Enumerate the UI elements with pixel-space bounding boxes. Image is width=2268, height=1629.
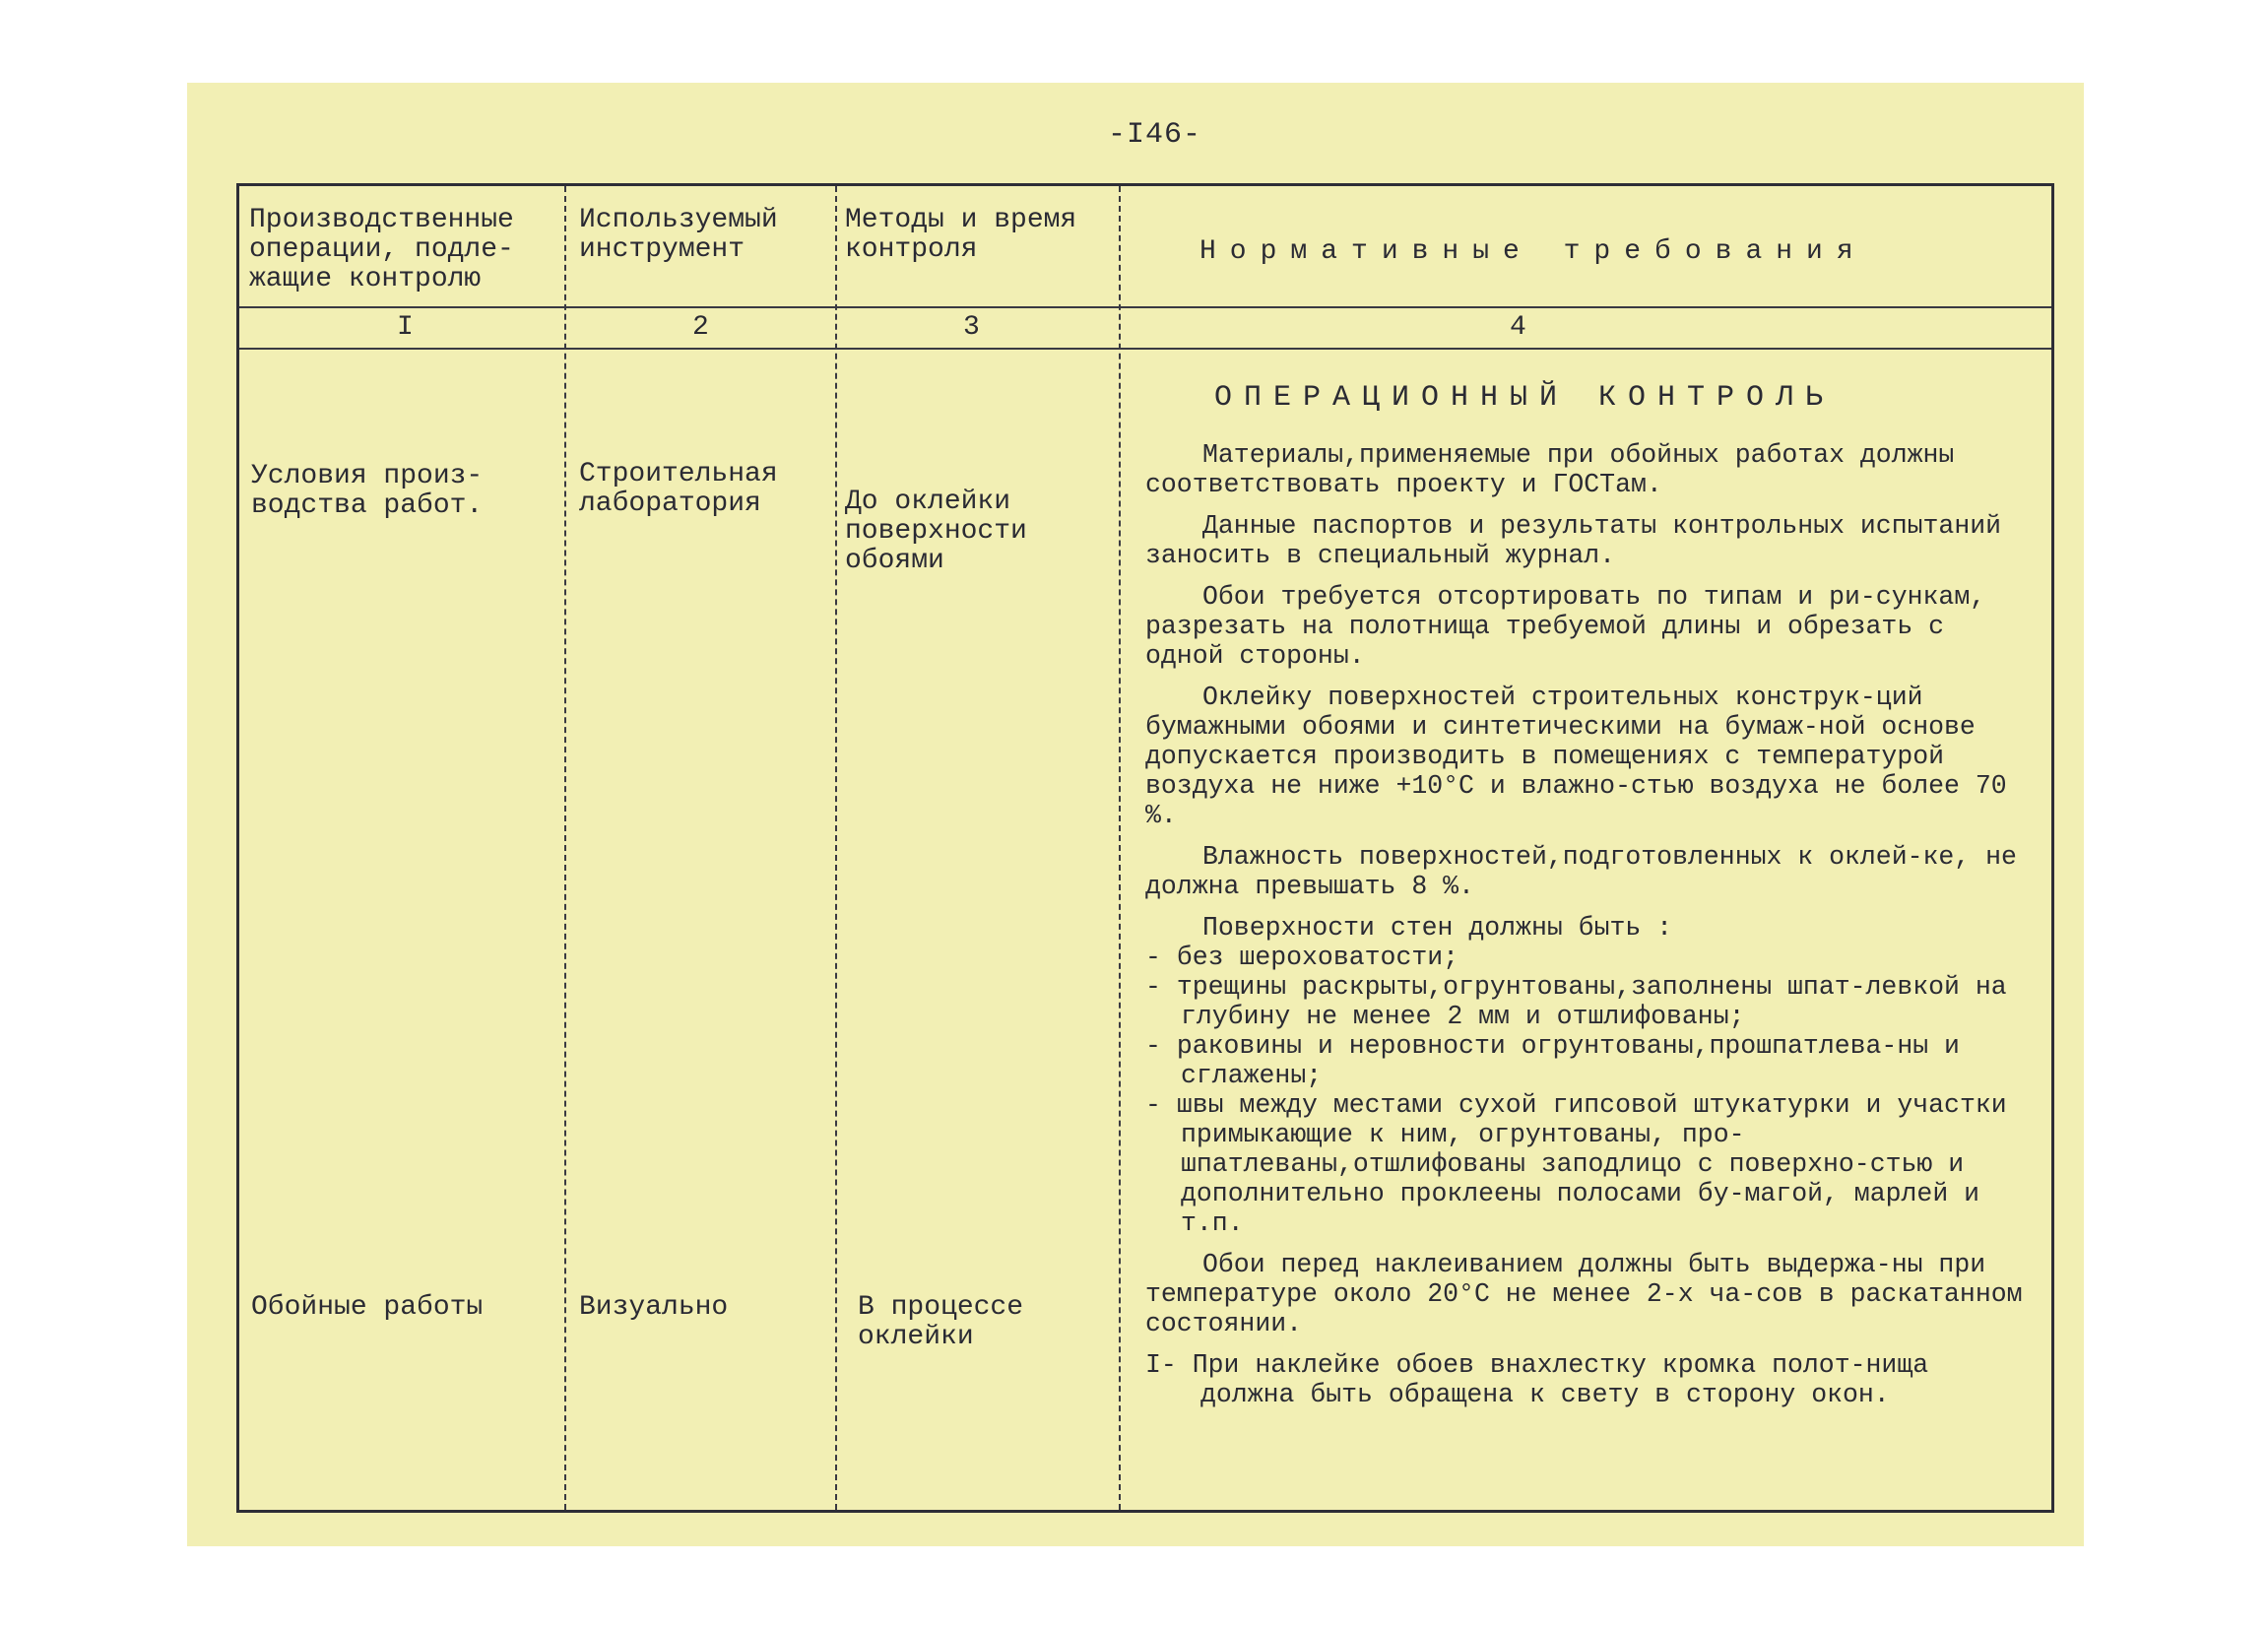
- column-number: 3: [963, 312, 980, 343]
- column-number: I: [397, 312, 414, 343]
- control-table: [236, 183, 2054, 1513]
- requirements-subtitle: ОПЕРАЦИОННЫЙ КОНТРОЛЬ: [1214, 381, 1836, 415]
- list-item: - трещины раскрыты,огрунтованы,заполнены шпат-левкой на глубину не менее 2 мм и отшлифованы;: [1145, 972, 2037, 1031]
- column-divider: [1119, 186, 1121, 1510]
- requirement-paragraph: Данные паспортов и результаты контрольных испытаний заносить в специальный журнал.: [1145, 511, 2002, 570]
- header-method: Методы и время контроля: [845, 205, 1077, 265]
- column-number: 4: [1510, 312, 1526, 343]
- requirement-paragraph: Материалы,применяемые при обойных работах должны соответствовать проекту и ГОСТам.: [1145, 440, 1955, 499]
- header-operations: Производственные операции, подле-жащие контролю: [249, 205, 514, 294]
- requirements-text: [1145, 383, 2037, 1421]
- page-number: -I46-: [1108, 118, 1202, 152]
- requirement-paragraph: Обои перед наклеиванием должны быть выдержа-ны при температуре около 20°С не менее 2-х ча-сов в раскатанном состоянии.: [1145, 1250, 2023, 1338]
- header-instrument: Используемый инструмент: [579, 205, 778, 265]
- requirement-paragraph: Обои требуется отсортировать по типам и ри-сункам, разрезать на полотнища требуемой длины и обрезать с одной стороны.: [1145, 582, 1986, 671]
- surface-requirements-list: [1145, 943, 2037, 1238]
- row-1-instrument: Строительная лаборатория: [579, 459, 778, 519]
- requirement-paragraph: Влажность поверхностей,подготовленных к оклей-ке, не должна превышать 8 %.: [1145, 842, 2017, 901]
- list-item: - раковины и неровности огрунтованы,прошпатлева-ны и сглажены;: [1145, 1031, 2037, 1090]
- row-2-instrument: Визуально: [579, 1292, 729, 1323]
- column-divider: [835, 186, 837, 1510]
- list-item: - без шероховатости;: [1145, 943, 2037, 972]
- row-1-method: До оклейки поверхности обоями: [845, 487, 1027, 576]
- requirement-paragraph: Поверхности стен должны быть :: [1202, 913, 1673, 943]
- column-divider: [564, 186, 566, 1510]
- header-divider: [239, 348, 2051, 350]
- row-2-method: В процессе оклейки: [858, 1292, 1024, 1352]
- row-1-operation: Условия произ-водства работ.: [251, 461, 484, 521]
- column-number: 2: [692, 312, 709, 343]
- list-item: - швы между местами сухой гипсовой штукатурки и участки примыкающие к ним, огрунтованы, про-шпатлеваны,отшлифованы заподлицо с поверхно-стью и дополнительно проклеены полосами бу-магой, марлей и т.п.: [1145, 1090, 2037, 1238]
- row-2-operation: Обойные работы: [251, 1292, 484, 1323]
- header-requirements: Нормативные требования: [1199, 236, 1867, 267]
- numbered-requirement: I- При наклейке обоев внахлестку кромка полот-нища должна быть обращена к свету в сторону окон.: [1145, 1350, 1929, 1409]
- header-divider: [239, 306, 2051, 308]
- requirement-paragraph: Оклейку поверхностей строительных конструк-ций бумажными обоями и синтетическими на бумаж-ной основе допускается производить в помещениях с температурой воздуха не ниже +10°С и влажно-стью воздуха не более 70 %.: [1145, 683, 2007, 830]
